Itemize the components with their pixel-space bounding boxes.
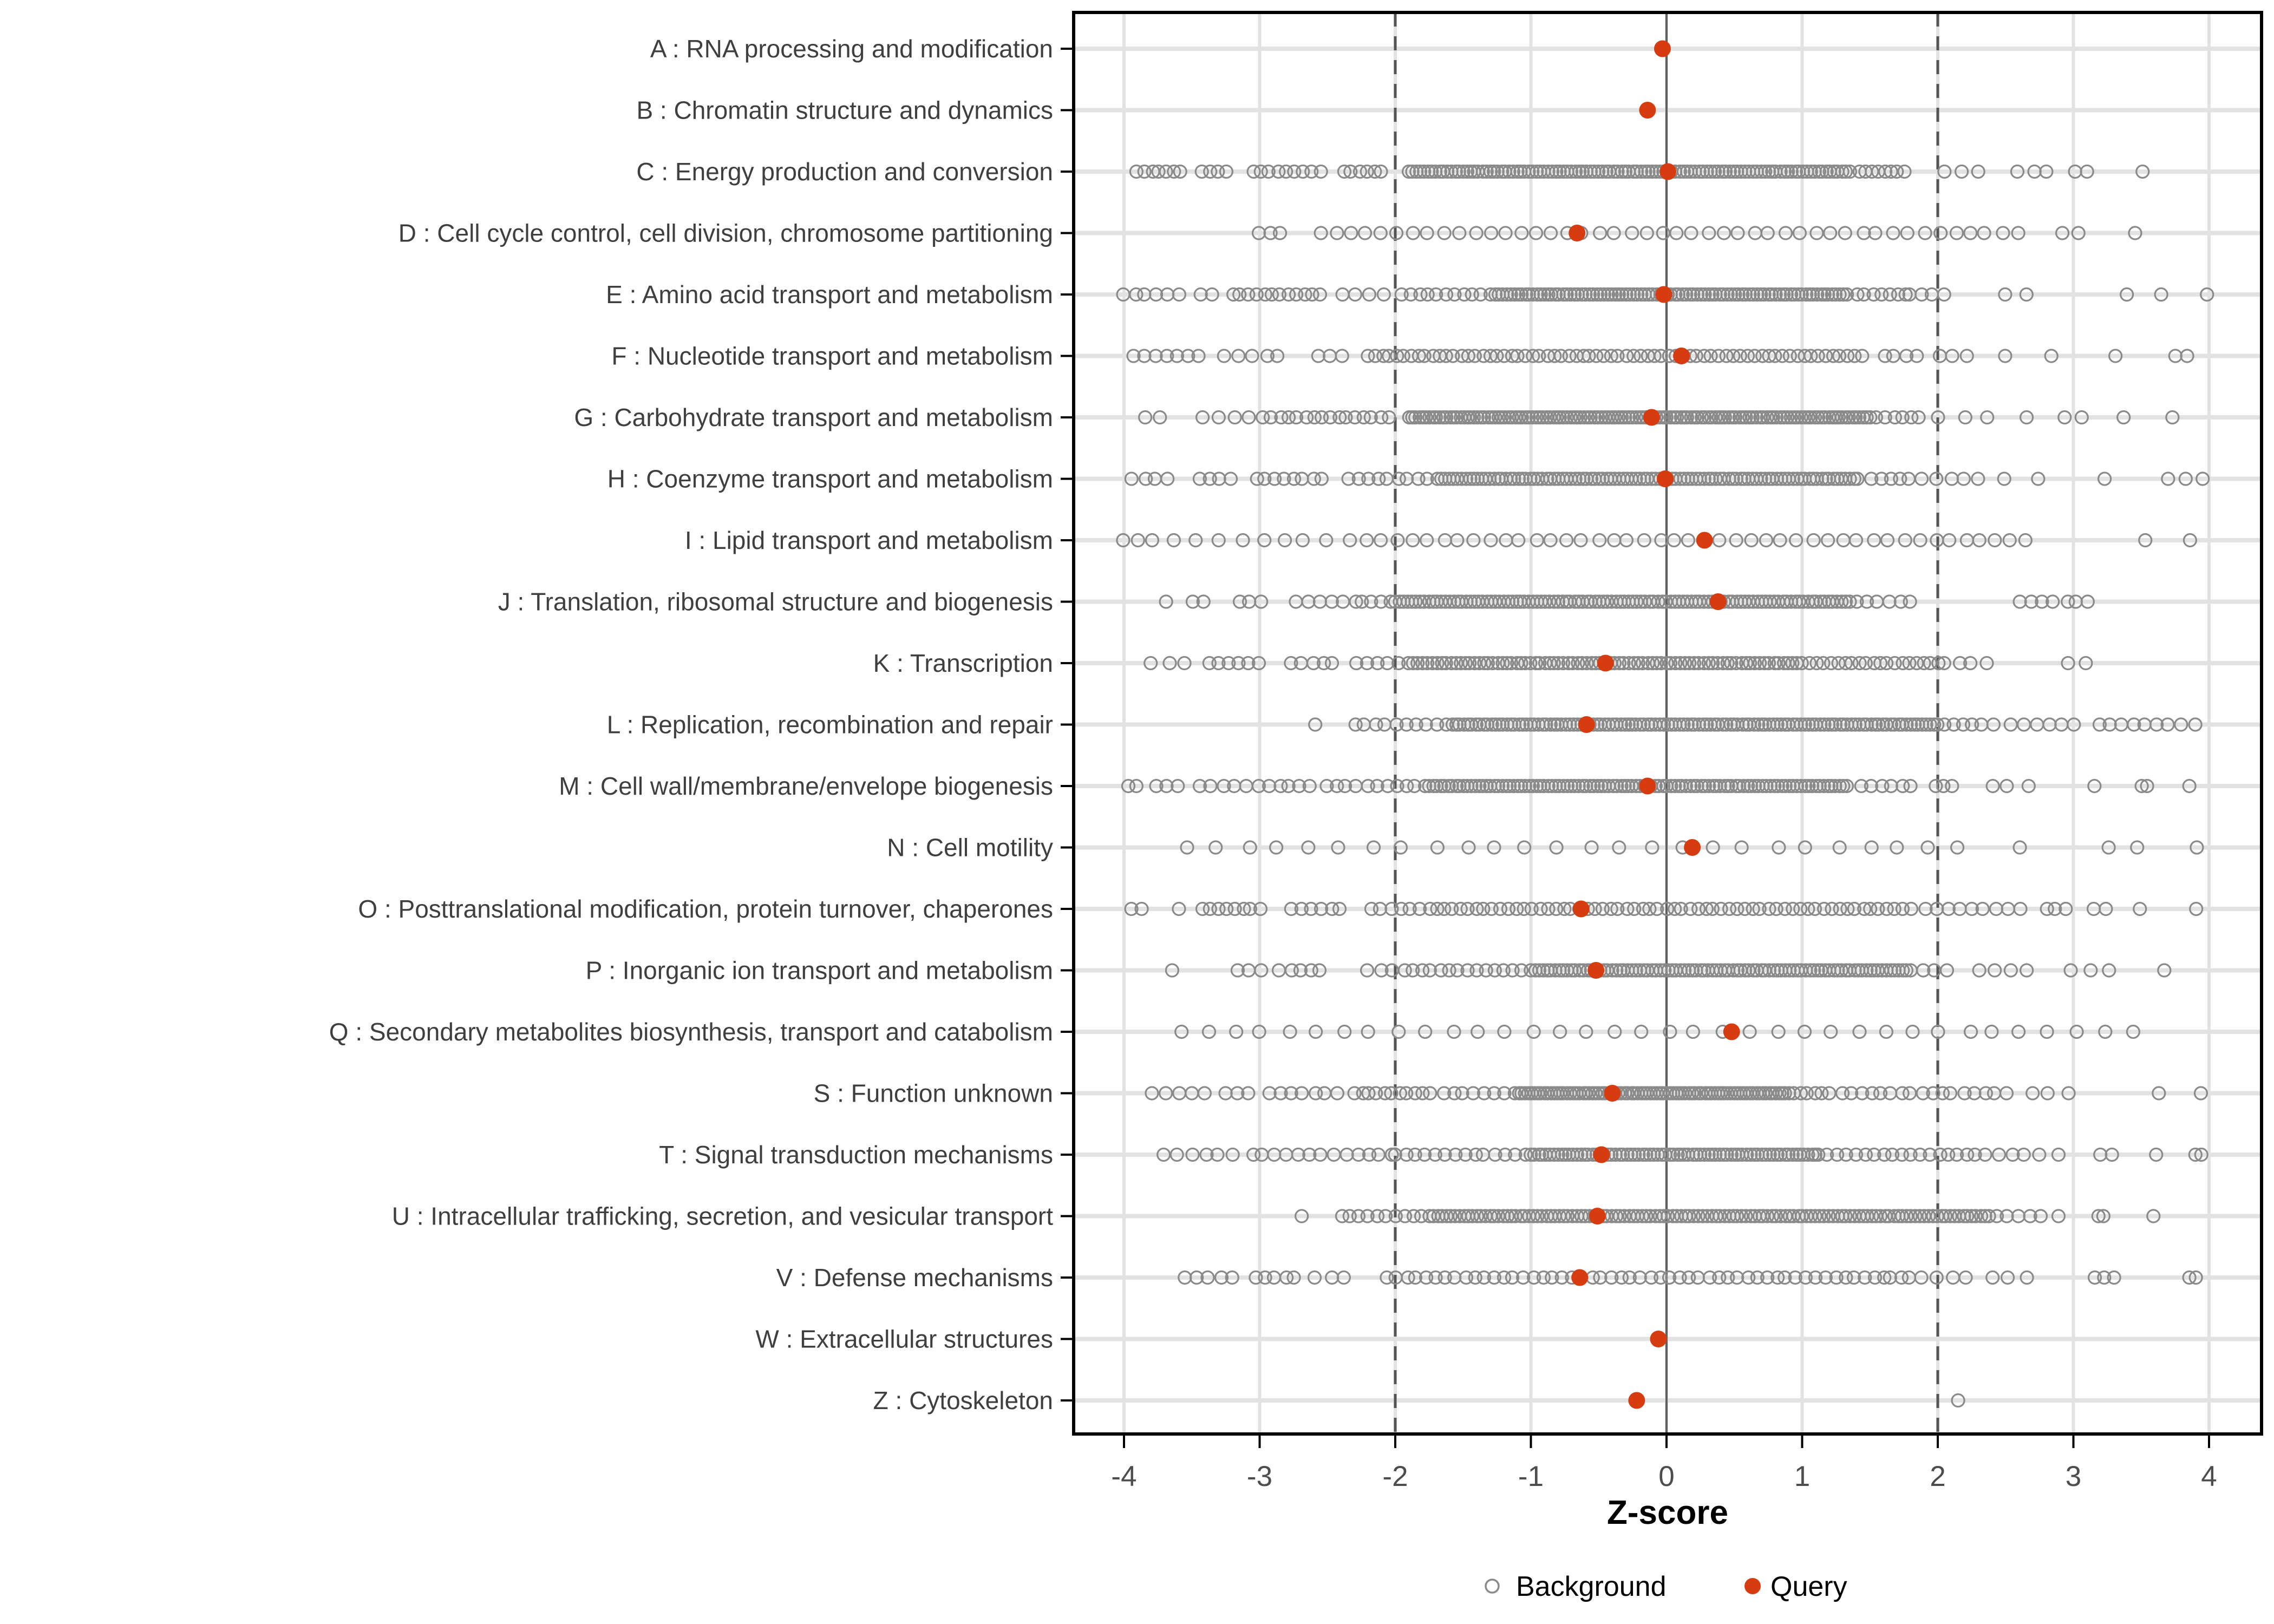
query-point (1639, 778, 1656, 795)
query-point (1578, 716, 1595, 733)
query-point (1587, 962, 1604, 979)
x-axis-ticks (1124, 1434, 2209, 1448)
category-label: O : Posttranslational modification, protein turnover, chaperones (358, 895, 1053, 923)
category-label: H : Coenzyme transport and metabolism (607, 464, 1053, 493)
query-point (1639, 102, 1656, 119)
category-label: V : Defense mechanisms (776, 1263, 1053, 1292)
category-labels (329, 35, 1053, 1415)
x-tick-label: -4 (1111, 1461, 1137, 1492)
category-label: J : Translation, ribosomal structure and biogenesis (498, 587, 1053, 616)
query-point (1696, 532, 1713, 549)
x-tick-label: -1 (1518, 1461, 1544, 1492)
y-axis-ticks (1061, 49, 1074, 1400)
query-point (1589, 1208, 1606, 1224)
query-point (1723, 1024, 1740, 1040)
query-point (1597, 655, 1614, 672)
category-label: Z : Cytoskeleton (873, 1386, 1053, 1415)
category-label: S : Function unknown (813, 1079, 1053, 1108)
category-label: D : Cell cycle control, cell division, chromosome partitioning (398, 219, 1053, 247)
category-label: W : Extracellular structures (755, 1325, 1053, 1353)
legend-background-icon (1486, 1580, 1499, 1593)
category-label: B : Chromatin structure and dynamics (636, 96, 1053, 125)
query-point (1571, 1269, 1588, 1286)
category-label: Q : Secondary metabolites biosynthesis, transport and catabolism (329, 1018, 1053, 1046)
x-tick-label: 2 (1930, 1461, 1946, 1492)
x-tick-label: 4 (2201, 1461, 2217, 1492)
query-point (1657, 470, 1674, 487)
category-label: E : Amino acid transport and metabolism (606, 280, 1053, 309)
query-point (1710, 593, 1727, 610)
query-point (1604, 1085, 1620, 1102)
category-label: N : Cell motility (887, 833, 1053, 862)
query-point (1673, 348, 1690, 364)
query-point (1654, 41, 1671, 57)
query-point (1655, 286, 1672, 303)
category-label: G : Carbohydrate transport and metabolism (574, 403, 1053, 431)
query-point (1573, 901, 1590, 918)
category-label: I : Lipid transport and metabolism (684, 526, 1053, 554)
legend (1486, 1571, 1847, 1602)
x-tick-labels (1111, 1461, 2217, 1492)
category-label: U : Intracellular trafficking, secretion, and vesicular transport (391, 1202, 1053, 1230)
x-axis-title: Z-score (1607, 1494, 1728, 1531)
legend-query-icon (1744, 1578, 1761, 1594)
legend-query-label: Query (1770, 1571, 1847, 1602)
x-tick-label: 3 (2065, 1461, 2082, 1492)
query-point (1628, 1392, 1645, 1409)
category-label: C : Energy production and conversion (636, 158, 1053, 186)
category-label: T : Signal transduction mechanisms (659, 1141, 1053, 1169)
legend-background-label: Background (1516, 1571, 1667, 1602)
query-point (1684, 839, 1701, 856)
query-point (1593, 1147, 1610, 1163)
x-tick-label: -3 (1246, 1461, 1273, 1492)
category-label: K : Transcription (873, 649, 1053, 677)
category-label: F : Nucleotide transport and metabolism (611, 342, 1053, 370)
category-label: M : Cell wall/membrane/envelope biogenesis (559, 772, 1053, 800)
query-point (1650, 1331, 1667, 1347)
query-point (1659, 163, 1676, 180)
x-tick-label: 1 (1794, 1461, 1811, 1492)
category-label: L : Replication, recombination and repair (606, 710, 1053, 739)
category-label: P : Inorganic ion transport and metabolism (585, 956, 1053, 985)
category-label: A : RNA processing and modification (650, 35, 1053, 63)
x-tick-label: 0 (1658, 1461, 1675, 1492)
x-tick-label: -2 (1382, 1461, 1408, 1492)
query-point (1569, 225, 1585, 241)
query-point (1643, 409, 1660, 426)
